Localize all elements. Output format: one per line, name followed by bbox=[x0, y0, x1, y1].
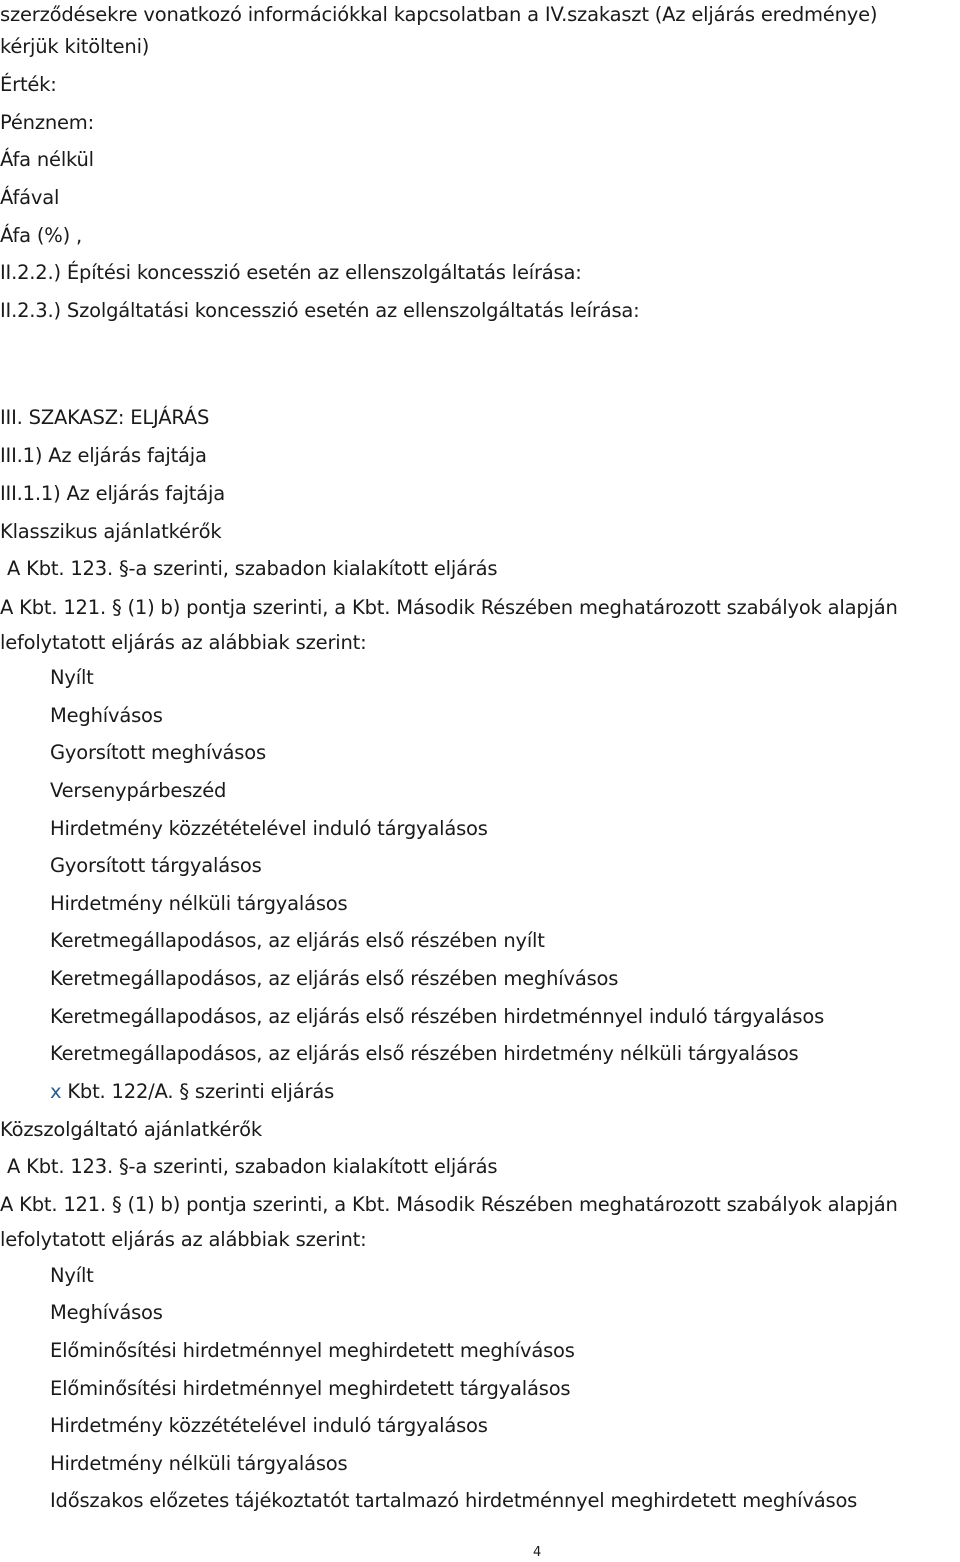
checked-mark: x bbox=[50, 1080, 62, 1103]
utility-option: Hirdetmény nélküli tárgyalásos bbox=[50, 1452, 348, 1475]
classic-option: Gyorsított tárgyalásos bbox=[50, 854, 262, 877]
utility-option: Meghívásos bbox=[50, 1301, 163, 1324]
currency-label: Pénznem: bbox=[0, 111, 94, 134]
utility-kbt-121-line-2: lefolytatott eljárás az alábbiak szerint: bbox=[0, 1228, 367, 1251]
utility-option: Előminősítési hirdetménnyel meghirdetett meghívásos bbox=[50, 1339, 575, 1362]
intro-line-2: kérjük kitölteni) bbox=[0, 35, 150, 58]
section-2-2-2: II.2.2.) Építési koncesszió esetén az ellenszolgáltatás leírása: bbox=[0, 261, 582, 284]
page-number: 4 bbox=[533, 1545, 542, 1560]
gross-label: Áfával bbox=[0, 186, 60, 209]
classic-kbt-121-line-2: lefolytatott eljárás az alábbiak szerint: bbox=[0, 631, 367, 654]
intro-line-1: szerződésekre vonatkozó információkkal kapcsolatban a IV.szakaszt (Az eljárás eredménye) bbox=[0, 3, 878, 26]
utility-kbt-123: A Kbt. 123. §-a szerinti, szabadon kialakított eljárás bbox=[7, 1155, 498, 1178]
classic-option: Keretmegállapodásos, az eljárás első részében hirdetménnyel induló tárgyalásos bbox=[50, 1005, 825, 1028]
utility-kbt-121-line-1: A Kbt. 121. § (1) b) pontja szerinti, a Kbt. Második Részében meghatározott szabályok alapján bbox=[0, 1193, 898, 1216]
vat-label: Áfa (%) , bbox=[0, 224, 82, 247]
utility-heading: Közszolgáltató ajánlatkérők bbox=[0, 1118, 262, 1141]
classic-option-checked bbox=[50, 1080, 334, 1104]
utility-option: Nyílt bbox=[50, 1264, 94, 1287]
utility-option: Hirdetmény közzétételével induló tárgyalásos bbox=[50, 1414, 488, 1437]
value-label: Érték: bbox=[0, 73, 57, 96]
classic-option: Hirdetmény nélküli tárgyalásos bbox=[50, 892, 348, 915]
utility-option: Előminősítési hirdetménnyel meghirdetett tárgyalásos bbox=[50, 1377, 571, 1400]
classic-option: Nyílt bbox=[50, 666, 94, 689]
classic-option: Hirdetmény közzétételével induló tárgyalásos bbox=[50, 817, 488, 840]
section-3-1: III.1) Az eljárás fajtája bbox=[0, 444, 207, 467]
classic-heading: Klasszikus ajánlatkérők bbox=[0, 520, 222, 543]
classic-kbt-123: A Kbt. 123. §-a szerinti, szabadon kialakított eljárás bbox=[7, 557, 498, 580]
classic-kbt-121-line-1: A Kbt. 121. § (1) b) pontja szerinti, a Kbt. Második Részében meghatározott szabályok alapján bbox=[0, 596, 898, 619]
section-3-1-1: III.1.1) Az eljárás fajtája bbox=[0, 482, 225, 505]
net-label: Áfa nélkül bbox=[0, 148, 94, 171]
section-3-title: III. SZAKASZ: ELJÁRÁS bbox=[0, 406, 210, 429]
section-2-2-3: II.2.3.) Szolgáltatási koncesszió esetén az ellenszolgáltatás leírása: bbox=[0, 299, 640, 322]
classic-option: Meghívásos bbox=[50, 704, 163, 727]
classic-option: Keretmegállapodásos, az eljárás első részében hirdetmény nélküli tárgyalásos bbox=[50, 1042, 799, 1065]
classic-option: Gyorsított meghívásos bbox=[50, 741, 266, 764]
classic-option: Keretmegállapodásos, az eljárás első részében meghívásos bbox=[50, 967, 619, 990]
utility-option: Időszakos előzetes tájékoztatót tartalmazó hirdetménnyel meghirdetett meghívásos bbox=[50, 1489, 858, 1512]
classic-option: Versenypárbeszéd bbox=[50, 779, 227, 802]
classic-option: Keretmegállapodásos, az eljárás első részében nyílt bbox=[50, 929, 545, 952]
checked-option-label: Kbt. 122/A. § szerinti eljárás bbox=[67, 1080, 335, 1103]
